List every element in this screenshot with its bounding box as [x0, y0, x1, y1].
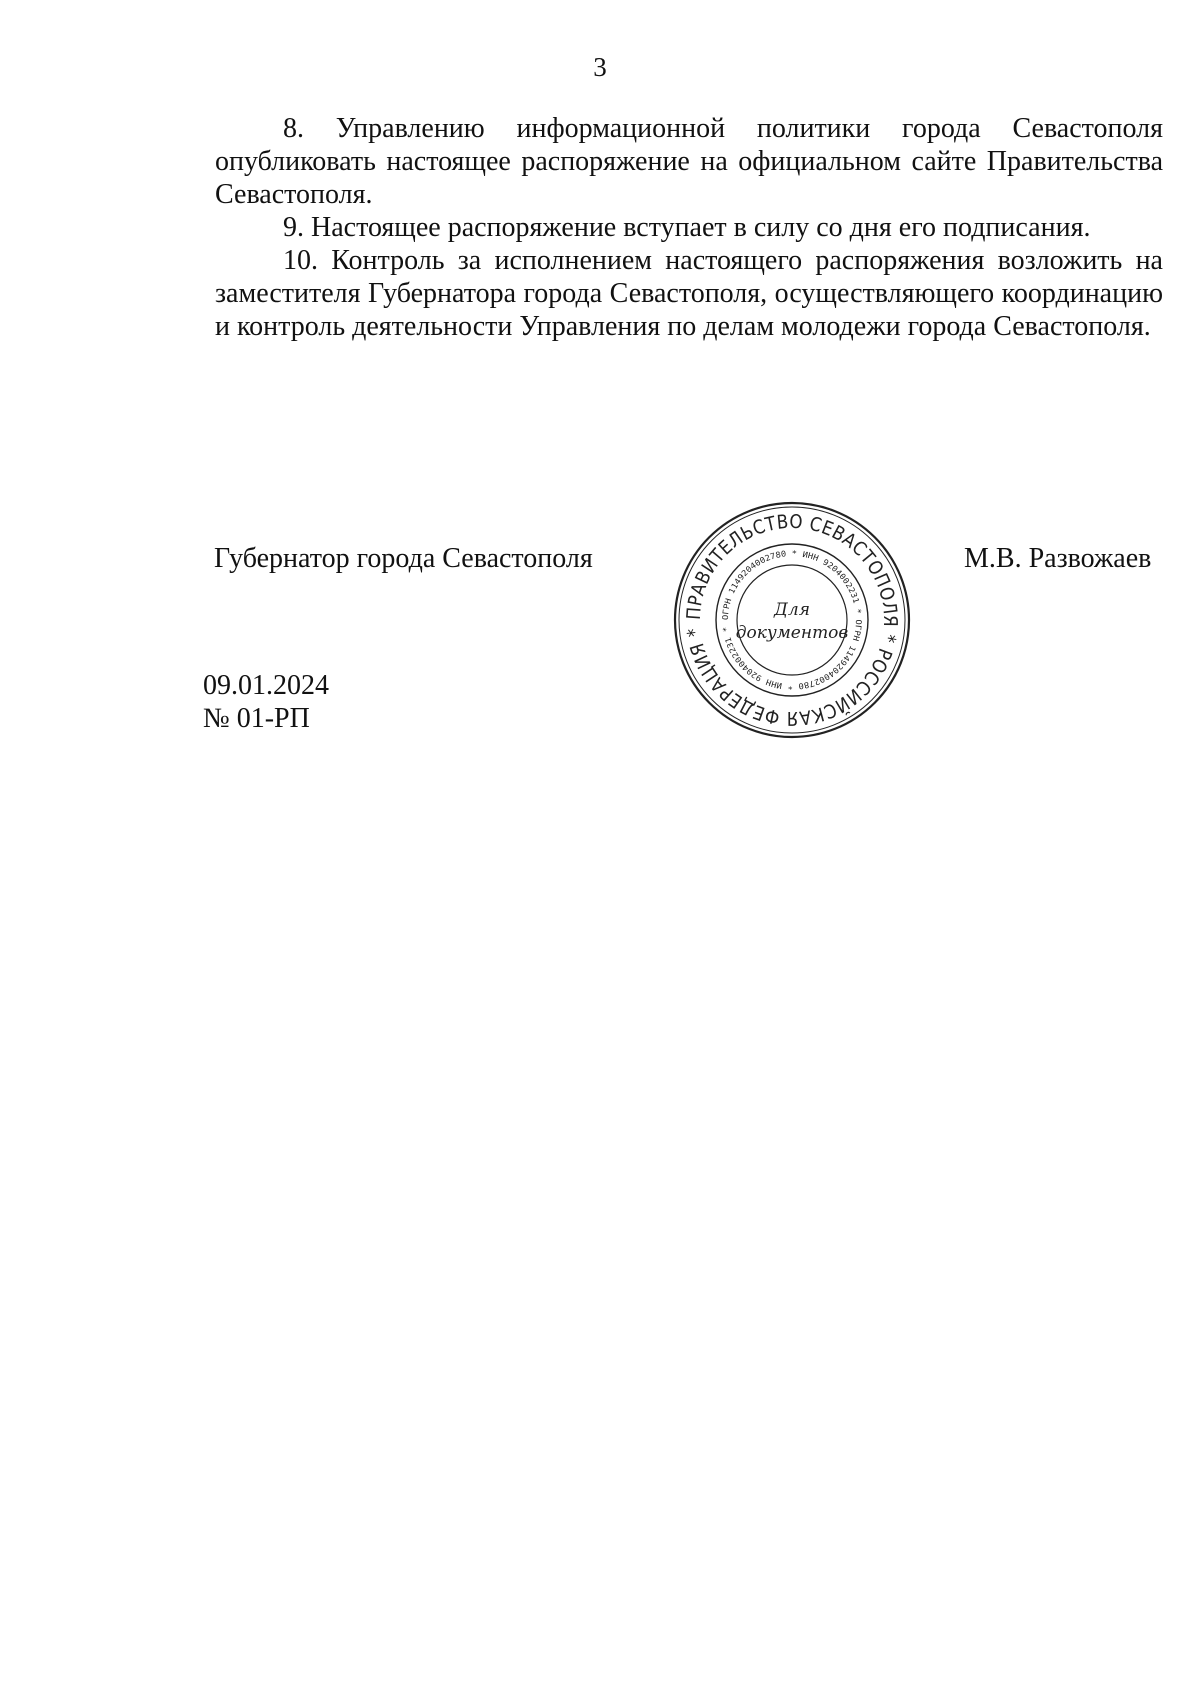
paragraph-9: 9. Настоящее распоряжение вступает в силу со дня его подписания.: [283, 212, 1091, 243]
signatory-position: Губернатор города Севастополя: [214, 543, 593, 574]
document-date: 09.01.2024: [203, 670, 329, 701]
paragraph-8: 8. Управлению информационной политики города Севастополя опубликовать настоящее распоряжение на официальном сайте Правительства Севастополя.: [215, 113, 1163, 210]
stamp-center-line2: документов: [735, 623, 849, 643]
signatory-name: М.В. Развожаев: [964, 543, 1152, 574]
document-number: № 01-РП: [203, 703, 310, 734]
seal-icon: [672, 500, 912, 740]
official-seal-stamp: [672, 500, 912, 740]
paragraph-10: 10. Контроль за исполнением настоящего распоряжения возложить на заместителя Губернатора города Севастополя, осуществляющего координацию и контроль деятельности Управления по делам молодежи города Севастополя.: [215, 245, 1163, 342]
page-number: 3: [593, 52, 607, 82]
stamp-outer-text: ПРАВИТЕЛЬСТВО СЕВАСТОПОЛЯ * РОССИЙСКАЯ ФЕДЕРАЦИЯ *: [682, 510, 902, 730]
document-body: [215, 112, 1163, 343]
stamp-inner-text: ОГРН 1149204002780 * ИНН 9204002231 * ОГРН 1149204002780 * ИНН 9204002231 *: [720, 548, 864, 692]
stamp-center-line1: Для: [774, 600, 810, 620]
